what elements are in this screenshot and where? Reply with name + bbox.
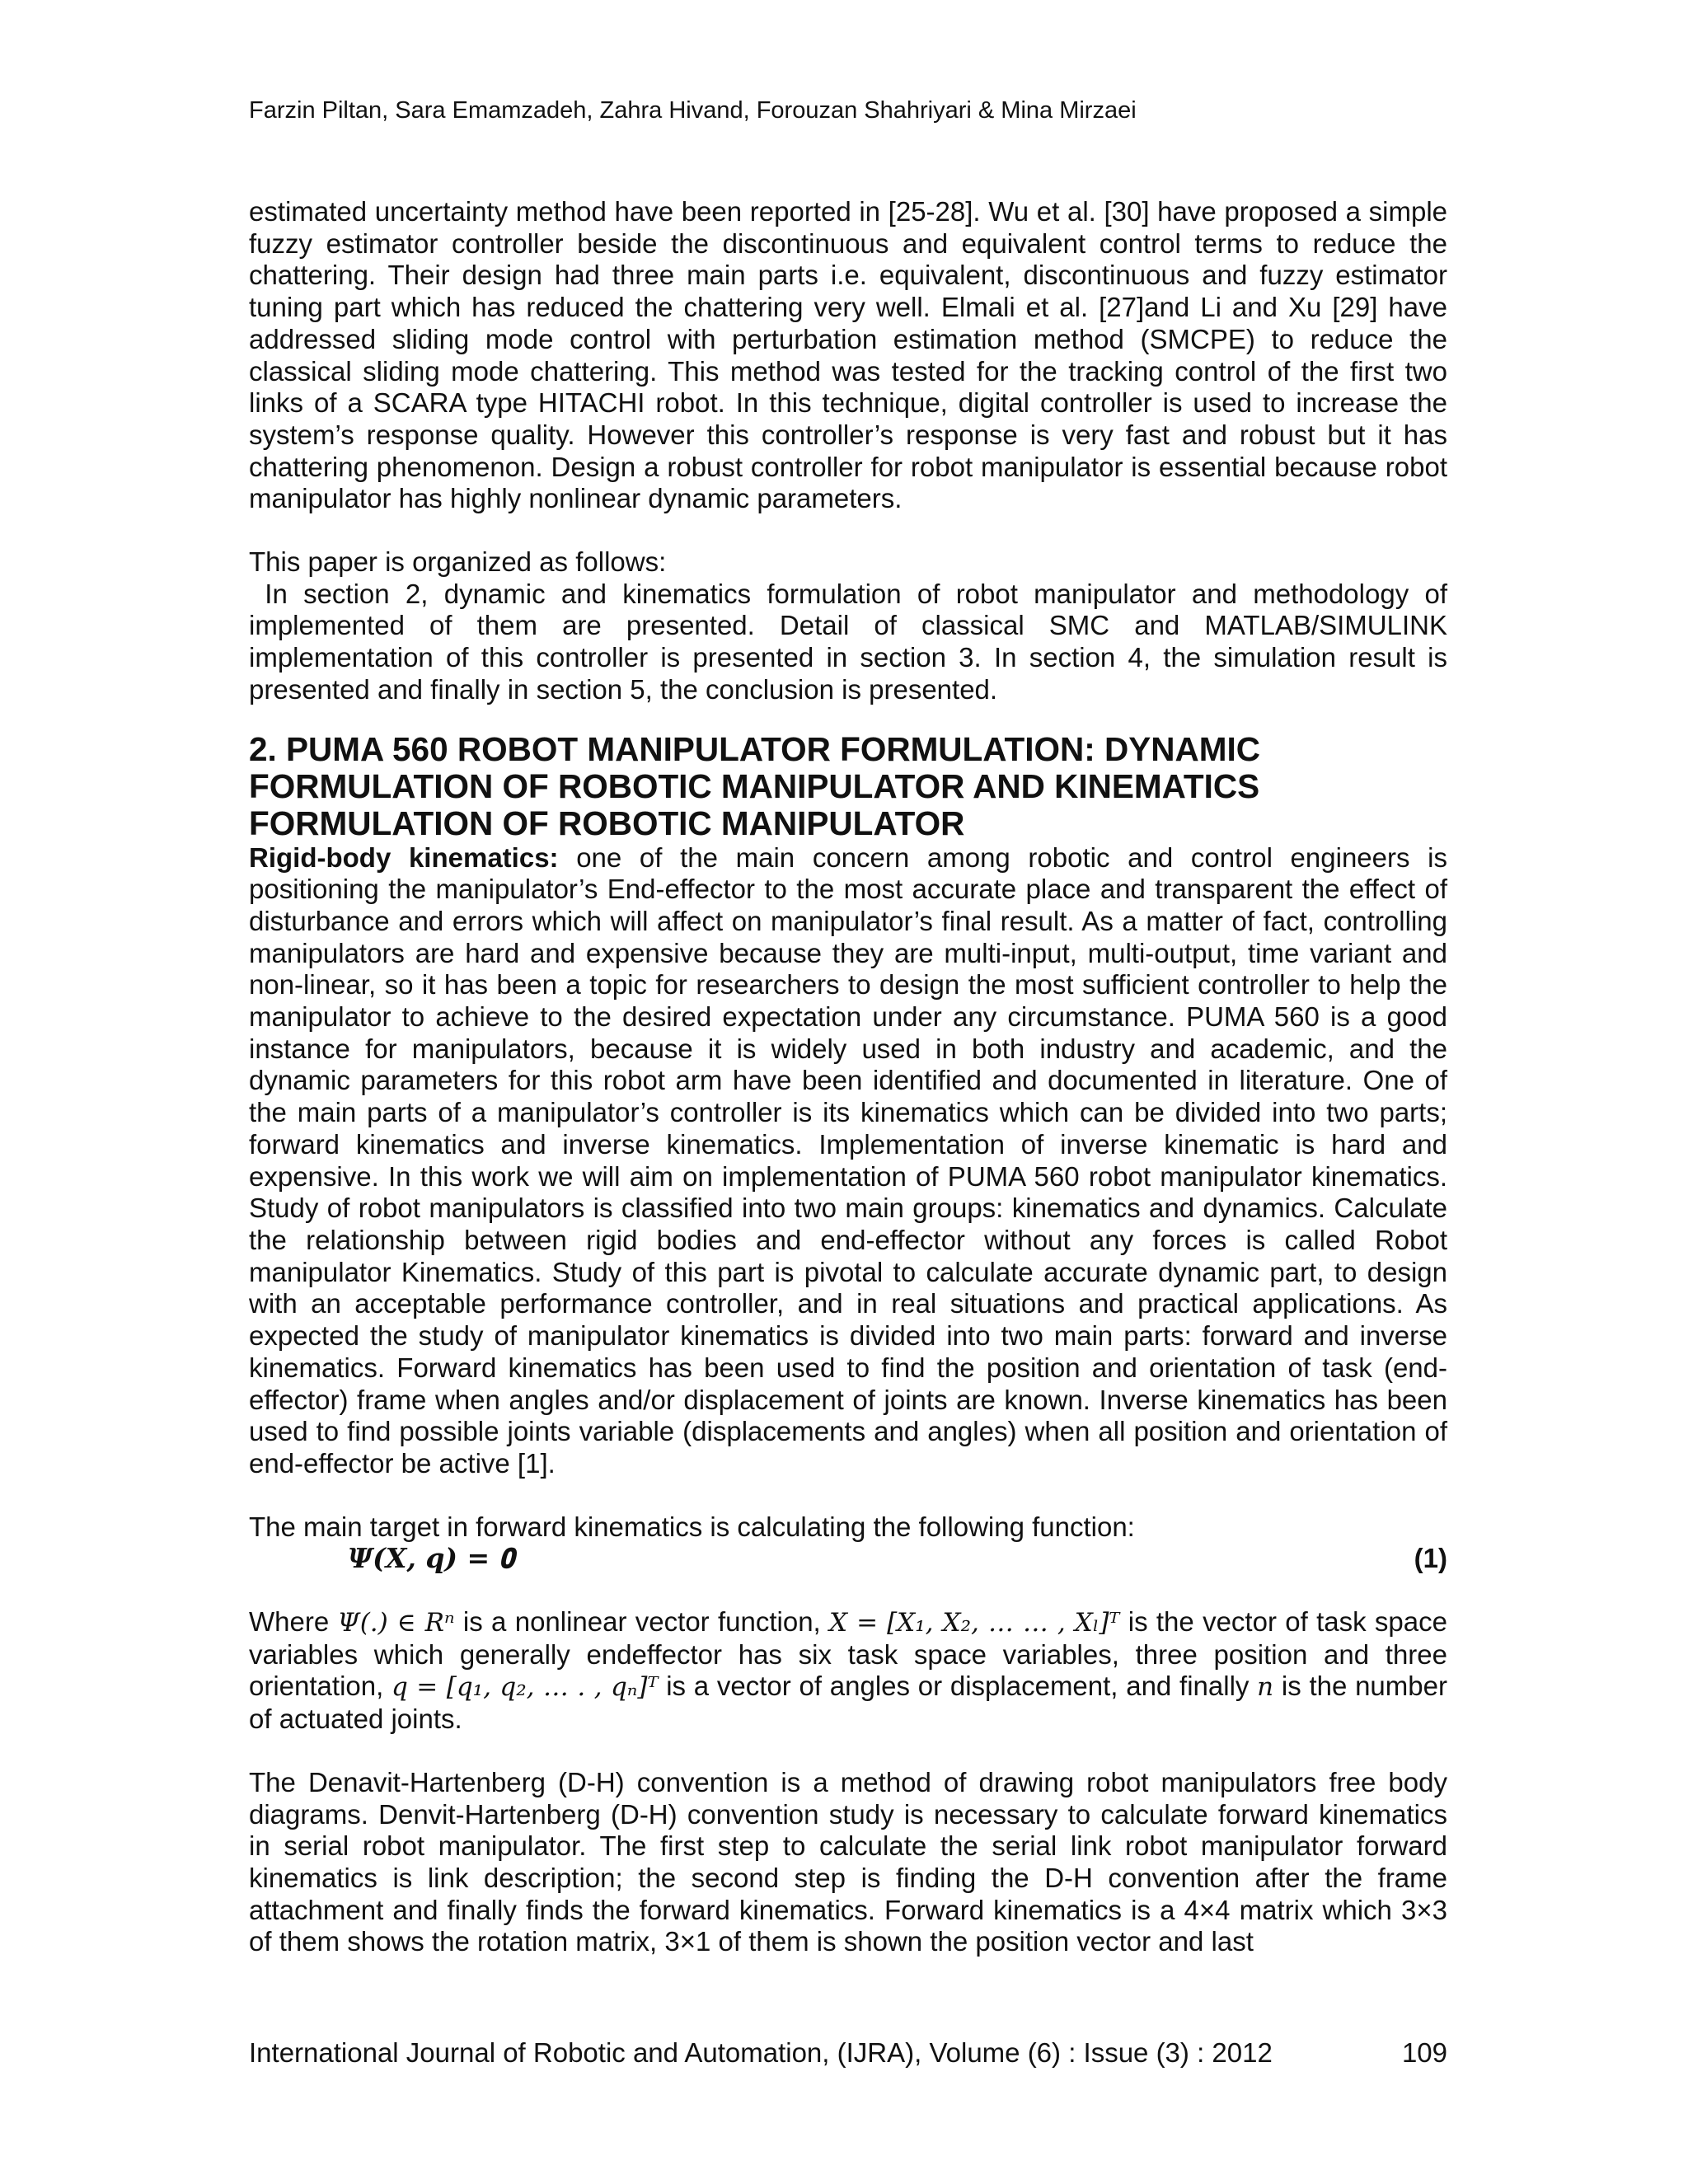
- rigid-body-lead: Rigid-body kinematics:: [249, 841, 559, 873]
- paragraph-forward-target: The main target in forward kinematics is calculating the following function:: [249, 1511, 1135, 1542]
- math-n: n: [1257, 1672, 1274, 1703]
- running-header: Farzin Piltan, Sara Emamzadeh, Zahra Hivand, Forouzan Shahriyari & Mina Mirzaei: [249, 97, 1137, 124]
- equation-number: (1): [1414, 1543, 1447, 1574]
- where-text-3: is the vector of task space variables which generally endeffector has six task space variables, three position and three orientation,: [249, 1606, 1447, 1702]
- page-body: [249, 196, 1447, 1958]
- paragraph-intro: estimated uncertainty method have been reported in [25-28]. Wu et al. [30] have proposed a simple fuzzy estimator controller beside the discontinuous and equivalent control terms to reduce the chattering. Their design had three main parts i.e. equivalent, discontinuous and fuzzy estimator tuning part which has reduced the chattering very well. Elmali et al. [27]and Li and Xu [29] have addressed sliding mode control with perturbation estimation method (SMCPE) to reduce the classical sliding mode chattering. This method was tested for the tracking control of the first two links of a SCARA type HITACHI robot. In this technique, digital controller is used to increase the system’s response quality. However this controller’s response is very fast and robust but it has chattering phenomenon. Design a robust controller for robot manipulator is essential because robot manipulator has highly nonlinear dynamic parameters.: [249, 196, 1447, 514]
- where-text-2: is a nonlinear vector function,: [454, 1606, 830, 1638]
- rigid-body-text: one of the main concern among robotic and control engineers is positioning the manipulator’s End-effector to the most accurate place and transparent the effect of disturbance and errors which will affect on manipulator’s final result. As a matter of fact, controlling manipulators are hard and expensive because they are multi-input, multi-output, time variant and non-linear, so it has been a topic for researchers to design the most sufficient controller to help the manipulator to achieve to the desired expectation under any circumstance. PUMA 560 is a good instance for manipulators, because it is widely used in both industry and academic, and the dynamic parameters for this robot arm have been identified and documented in literature. One of the main parts of a manipulator’s controller is its kinematics which can be divided into two parts; forward kinematics and inverse kinematics. Implementation of inverse kinematic is hard and expensive. In this work we will aim on implementation of PUMA 560 robot manipulator kinematics. Study of robot manipulators is classified into two main groups: kinematics and dynamics. Calculate the relationship between rigid bodies and end-effector without any forces is called Robot manipulator Kinematics. Study of this part is pivotal to calculate accurate dynamic part, to design with an acceptable performance controller, and in real situations and practical applications. As expected the study of manipulator kinematics is divided into two main parts: forward and inverse kinematics. Forward kinematics has been used to find the position and orientation of task (end-effector) frame when angles and/or displacement of joints are known. Inverse kinematics has been used to find possible joints variable (displacements and angles) when all position and orientation of end-effector be active [1].: [249, 841, 1447, 1479]
- paragraph-organization-heading: This paper is organized as follows:: [249, 546, 667, 578]
- section-heading: 2. PUMA 560 ROBOT MANIPULATOR FORMULATION: DYNAMIC FORMULATION OF ROBOTIC MANIPULATOR AND KINEMATICS FORMULATION OF ROBOTIC MANIPULATOR: [249, 729, 1261, 842]
- paragraph-rigid-body: [249, 842, 1447, 1480]
- paragraph-dh: The Denavit-Hartenberg (D-H) convention is a method of drawing robot manipulators free body diagrams. Denvit-Hartenberg (D-H) convention study is necessary to calculate forward kinematics in serial robot manipulator. The first step to calculate the serial link robot manipulator forward kinematics is link description; the second step is finding the D-H convention after the frame attachment and finally finds the forward kinematics. Forward kinematics is a 4×4 matrix which 3×3 of them shows the rotation matrix, 3×1 of them is shown the position vector and last: [249, 1766, 1447, 1957]
- math-psi: Ψ(.) ∈ Rⁿ: [337, 1608, 455, 1638]
- equation-body: 𝜳(𝑿, 𝒒) = 𝟎: [348, 1542, 514, 1575]
- page-footer: [249, 2037, 1447, 2069]
- where-text-1: Where: [249, 1606, 338, 1638]
- organization-text: In section 2, dynamic and kinematics formulation of robot manipulator and methodology of implemented of them are presented. Detail of classical SMC and MATLAB/SIMULINK implementation of this controller is presented in section 3. In section 4, the simulation result is presented and finally in section 5, the conclusion is presented.: [249, 578, 1447, 705]
- math-x-vector: X = [X₁, X₂, … … , Xₗ]ᵀ: [829, 1608, 1120, 1638]
- journal-citation: International Journal of Robotic and Automation, (IJRA), Volume (6) : Issue (3) : 2012: [249, 2037, 1273, 2068]
- paragraph-organization: [249, 579, 1447, 706]
- math-q-vector: q = [q₁, q₂, … . , qₙ]ᵀ: [392, 1672, 659, 1703]
- page-number: 109: [1401, 2037, 1447, 2068]
- where-text-4: is a vector of angles or displacement, and finally: [658, 1671, 1258, 1702]
- where-text-5: is the number of actuated joints.: [249, 1671, 1447, 1735]
- equation-1: [249, 1543, 1447, 1575]
- paragraph-where: [249, 1606, 1447, 1736]
